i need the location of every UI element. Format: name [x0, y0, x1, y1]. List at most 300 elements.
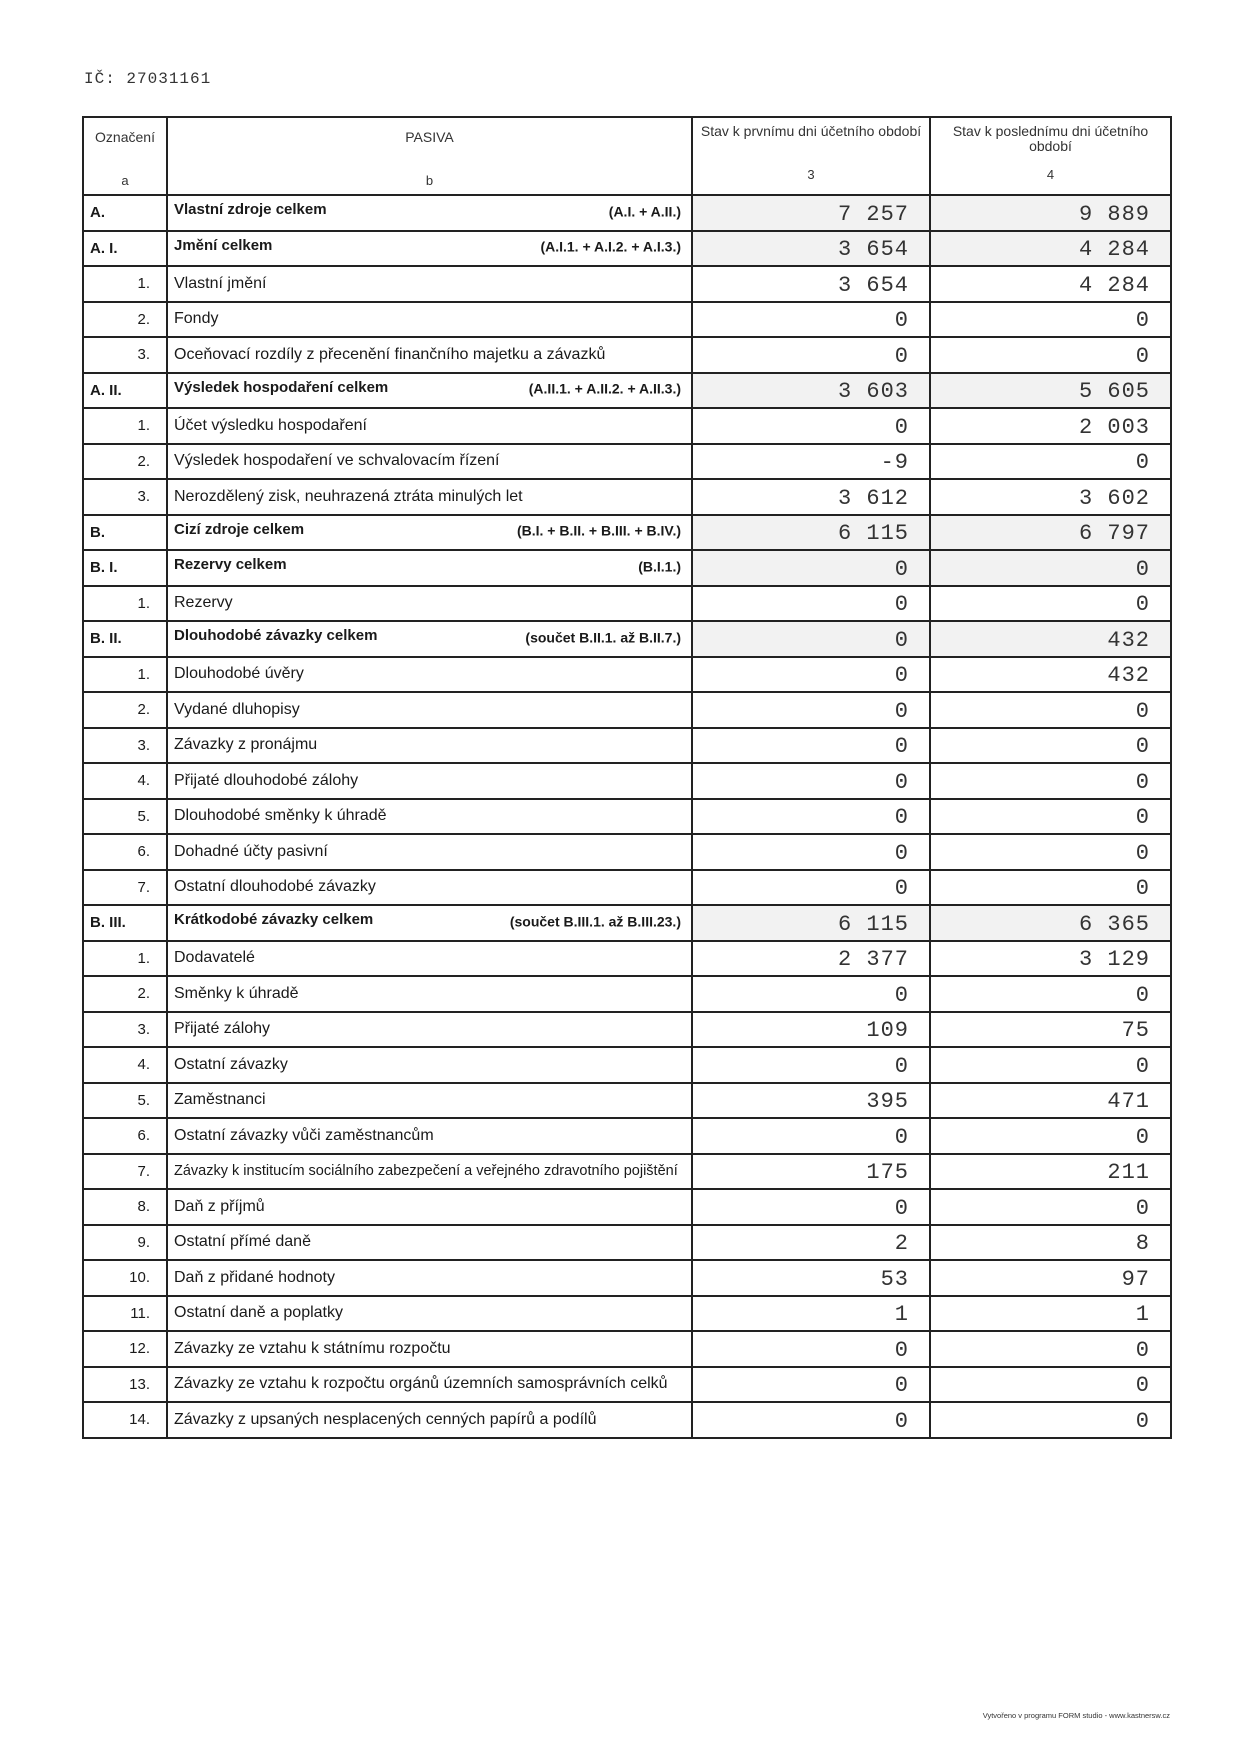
row-code: 1. — [83, 941, 167, 977]
row-label-cell — [167, 621, 692, 657]
row-code: 11. — [83, 1296, 167, 1332]
row-label-cell — [167, 905, 692, 941]
row-label-cell — [167, 1047, 692, 1083]
row-code: B. II. — [83, 621, 167, 657]
table-row — [83, 1154, 1171, 1190]
value-last-day-cell — [930, 1189, 1171, 1225]
row-label: Účet výsledku hospodaření — [174, 416, 367, 434]
value-last-day-cell — [930, 1083, 1171, 1119]
table-row — [83, 515, 1171, 551]
value-first-day-cell — [692, 444, 930, 480]
value-first-day-cell — [692, 1225, 930, 1261]
row-label: Závazky z upsaných nesplacených cenných papírů a podílů — [174, 1410, 597, 1428]
value-first-day: 0 — [894, 1373, 909, 1398]
value-first-day-cell — [692, 1331, 930, 1367]
row-code: 1. — [83, 657, 167, 693]
value-last-day-cell — [930, 834, 1171, 870]
value-first-day-cell — [692, 337, 930, 373]
value-last-day-cell — [930, 905, 1171, 941]
value-first-day-cell — [692, 550, 930, 586]
value-first-day-cell — [692, 1189, 930, 1225]
value-last-day: 432 — [1107, 663, 1150, 688]
value-last-day-cell — [930, 1154, 1171, 1190]
value-last-day: 211 — [1107, 1160, 1150, 1185]
value-first-day-cell — [692, 941, 930, 977]
row-label: Směnky k úhradě — [174, 984, 299, 1002]
row-label-cell — [167, 799, 692, 835]
header-designation-letter: a — [121, 173, 129, 188]
table-row — [83, 621, 1171, 657]
value-first-day: 6 115 — [837, 911, 909, 937]
row-label-cell — [167, 1367, 692, 1403]
value-last-day: 0 — [1135, 343, 1150, 369]
value-first-day: 0 — [894, 1337, 909, 1363]
row-label-cell — [167, 870, 692, 906]
table-row — [83, 479, 1171, 515]
table-row — [83, 834, 1171, 870]
table-row — [83, 728, 1171, 764]
value-last-day-cell — [930, 1118, 1171, 1154]
value-last-day: 0 — [1135, 840, 1150, 866]
value-last-day: 4 284 — [1078, 272, 1150, 298]
table-row — [83, 550, 1171, 586]
value-last-day: 2 003 — [1078, 414, 1150, 440]
row-code: A. II. — [83, 373, 167, 409]
row-label-cell — [167, 1012, 692, 1048]
row-code: 4. — [83, 1047, 167, 1083]
row-label-cell — [167, 1118, 692, 1154]
value-last-day-cell — [930, 266, 1171, 302]
pasiva-table — [82, 116, 1172, 1439]
value-first-day: 0 — [894, 805, 909, 830]
row-code: 4. — [83, 763, 167, 799]
row-label-cell — [167, 1402, 692, 1438]
row-code: 3. — [83, 479, 167, 515]
value-first-day-cell — [692, 657, 930, 693]
row-label-cell — [167, 373, 692, 409]
row-formula: (B.I.1.) — [638, 558, 681, 575]
value-last-day: 1 — [1135, 1302, 1150, 1327]
header-designation-label: Označení — [95, 129, 155, 145]
table-row — [83, 1402, 1171, 1438]
value-first-day: 0 — [894, 1124, 909, 1150]
row-label: Ostatní závazky vůči zaměstnancům — [174, 1126, 434, 1144]
value-last-day: 0 — [1135, 1053, 1150, 1079]
row-code: 12. — [83, 1331, 167, 1367]
value-last-day: 0 — [1135, 1195, 1150, 1221]
value-first-day: 1 — [894, 1302, 909, 1327]
value-last-day-cell — [930, 373, 1171, 409]
value-last-day-cell — [930, 444, 1171, 480]
value-first-day-cell — [692, 728, 930, 764]
row-label: Vydané dluhopisy — [174, 700, 300, 718]
value-last-day-cell — [930, 1047, 1171, 1083]
value-first-day-cell — [692, 1260, 930, 1296]
table-row — [83, 444, 1171, 480]
value-first-day: 0 — [894, 592, 909, 617]
value-last-day: 75 — [1121, 1018, 1150, 1043]
value-first-day: 2 — [894, 1231, 909, 1256]
row-code: 2. — [83, 444, 167, 480]
table-row — [83, 1367, 1171, 1403]
value-first-day-cell — [692, 195, 930, 231]
footer-note: Vytvořeno v programu FORM studio - www.kastnersw.cz — [982, 1711, 1170, 1720]
row-code: 9. — [83, 1225, 167, 1261]
row-label: Daň z příjmů — [174, 1197, 265, 1215]
value-first-day: 0 — [894, 627, 909, 653]
value-first-day: 0 — [894, 734, 909, 759]
row-label-cell — [167, 728, 692, 764]
row-code: 1. — [83, 266, 167, 302]
value-last-day-cell — [930, 1367, 1171, 1403]
value-last-day: 6 797 — [1078, 521, 1150, 546]
row-label-cell — [167, 266, 692, 302]
value-last-day: 0 — [1135, 1337, 1150, 1363]
value-first-day: 3 612 — [837, 485, 909, 511]
row-label-cell — [167, 941, 692, 977]
table-row — [83, 337, 1171, 373]
row-label: Vlastní zdroje celkem — [174, 201, 327, 219]
row-formula: (B.I. + B.II. + B.III. + B.IV.) — [516, 522, 681, 539]
value-last-day-cell — [930, 657, 1171, 693]
value-last-day: 0 — [1135, 556, 1150, 582]
row-label: Ostatní přímé daně — [174, 1233, 311, 1251]
row-code: B. — [83, 515, 167, 551]
value-last-day-cell — [930, 1296, 1171, 1332]
value-last-day: 9 889 — [1078, 201, 1150, 227]
table-row — [83, 870, 1171, 906]
row-code: 5. — [83, 1083, 167, 1119]
row-formula: (A.I. + A.II.) — [608, 203, 681, 220]
value-last-day-cell — [930, 550, 1171, 586]
value-first-day: 0 — [894, 1053, 909, 1079]
row-label-cell — [167, 692, 692, 728]
value-last-day: 6 365 — [1078, 911, 1150, 937]
value-last-day-cell — [930, 195, 1171, 231]
value-last-day-cell — [930, 941, 1171, 977]
value-first-day-cell — [692, 586, 930, 622]
value-first-day-cell — [692, 1012, 930, 1048]
table-row — [83, 1118, 1171, 1154]
value-first-day: 109 — [866, 1018, 909, 1043]
table-row — [83, 905, 1171, 941]
row-label-cell — [167, 550, 692, 586]
table-row — [83, 941, 1171, 977]
row-label: Daň z přidané hodnoty — [174, 1268, 335, 1286]
value-first-day: 0 — [894, 556, 909, 582]
value-last-day-cell — [930, 763, 1171, 799]
row-label: Přijaté zálohy — [174, 1020, 271, 1038]
value-last-day: 0 — [1135, 769, 1150, 795]
row-label-cell — [167, 1189, 692, 1225]
company-id: IČ: 27031161 — [84, 70, 212, 88]
row-code: 8. — [83, 1189, 167, 1225]
value-last-day: 0 — [1135, 734, 1150, 759]
value-first-day: 0 — [894, 698, 909, 724]
row-code: 1. — [83, 586, 167, 622]
header-designation — [83, 117, 167, 195]
value-first-day: 3 654 — [837, 272, 909, 298]
value-first-day: 0 — [894, 414, 909, 440]
value-first-day: -9 — [880, 450, 909, 475]
row-formula: (A.I.1. + A.I.2. + A.I.3.) — [540, 238, 681, 255]
value-last-day-cell — [930, 1331, 1171, 1367]
table-row — [83, 1189, 1171, 1225]
value-last-day: 0 — [1135, 982, 1150, 1008]
value-first-day-cell — [692, 834, 930, 870]
table-row — [83, 799, 1171, 835]
value-last-day-cell — [930, 302, 1171, 338]
row-label: Cizí zdroje celkem — [174, 520, 305, 538]
value-last-day-cell — [930, 1260, 1171, 1296]
row-label-cell — [167, 763, 692, 799]
header-last-day — [930, 117, 1171, 195]
table-row — [83, 1083, 1171, 1119]
value-first-day-cell — [692, 1367, 930, 1403]
value-first-day-cell — [692, 1296, 930, 1332]
value-last-day: 3 129 — [1078, 947, 1150, 972]
value-first-day-cell — [692, 515, 930, 551]
value-first-day: 0 — [894, 982, 909, 1008]
row-label-cell — [167, 1083, 692, 1119]
value-first-day: 53 — [880, 1266, 909, 1292]
value-last-day: 4 284 — [1078, 237, 1150, 262]
row-label: Fondy — [174, 310, 219, 328]
value-first-day: 7 257 — [837, 201, 909, 227]
value-last-day: 0 — [1135, 1373, 1150, 1398]
table-row — [83, 1331, 1171, 1367]
table-row — [83, 1296, 1171, 1332]
table-row — [83, 231, 1171, 267]
value-last-day: 432 — [1107, 627, 1150, 653]
value-first-day: 3 654 — [837, 237, 909, 262]
value-first-day-cell — [692, 692, 930, 728]
value-last-day: 8 — [1135, 1231, 1150, 1256]
row-label: Závazky k institucím sociálního zabezpečení a veřejného zdravotního pojištění — [174, 1162, 678, 1179]
value-first-day-cell — [692, 1047, 930, 1083]
row-label: Ostatní závazky — [174, 1055, 288, 1073]
row-code: 13. — [83, 1367, 167, 1403]
row-label-cell — [167, 586, 692, 622]
header-pasiva-label: PASIVA — [405, 129, 454, 145]
value-first-day: 3 603 — [837, 379, 909, 404]
table-header-row — [83, 117, 1171, 195]
value-last-day: 0 — [1135, 698, 1150, 724]
value-first-day-cell — [692, 1083, 930, 1119]
row-code: 6. — [83, 834, 167, 870]
row-label: Dlouhodobé závazky celkem — [174, 627, 378, 645]
row-label: Nerozdělený zisk, neuhrazená ztráta minulých let — [174, 487, 523, 505]
value-first-day-cell — [692, 479, 930, 515]
row-label: Ostatní daně a poplatky — [174, 1304, 343, 1322]
row-label: Výsledek hospodaření ve schvalovacím řízení — [174, 452, 500, 470]
value-first-day-cell — [692, 621, 930, 657]
row-label: Ostatní dlouhodobé závazky — [174, 878, 376, 896]
row-code: 7. — [83, 1154, 167, 1190]
value-last-day-cell — [930, 515, 1171, 551]
row-label: Zaměstnanci — [174, 1091, 266, 1109]
value-last-day-cell — [930, 870, 1171, 906]
row-label: Vlastní jmění — [174, 274, 267, 292]
value-first-day-cell — [692, 763, 930, 799]
header-first-day-label: Stav k prvnímu dni účetního období — [700, 123, 922, 139]
header-first-day-number: 3 — [807, 167, 815, 182]
row-label: Dlouhodobé směnky k úhradě — [174, 807, 387, 825]
header-last-day-label: Stav k poslednímu dni účetního období — [952, 123, 1149, 154]
table-row — [83, 266, 1171, 302]
value-last-day-cell — [930, 728, 1171, 764]
value-last-day-cell — [930, 586, 1171, 622]
value-last-day: 471 — [1107, 1089, 1150, 1114]
value-first-day: 0 — [894, 308, 909, 333]
value-last-day: 0 — [1135, 1124, 1150, 1150]
value-first-day: 0 — [894, 1408, 909, 1434]
table-row — [83, 1260, 1171, 1296]
value-last-day: 5 605 — [1078, 379, 1150, 404]
row-label-cell — [167, 195, 692, 231]
row-label-cell — [167, 976, 692, 1012]
table-row — [83, 692, 1171, 728]
row-label: Dlouhodobé úvěry — [174, 665, 304, 683]
value-first-day: 175 — [866, 1160, 909, 1185]
header-last-day-number: 4 — [1046, 167, 1055, 182]
row-label: Přijaté dlouhodobé zálohy — [174, 771, 359, 789]
row-label: Oceňovací rozdíly z přecenění finančního majetku a závazků — [174, 345, 606, 363]
value-last-day-cell — [930, 621, 1171, 657]
value-first-day-cell — [692, 373, 930, 409]
table-row — [83, 657, 1171, 693]
value-first-day-cell — [692, 799, 930, 835]
row-label-cell — [167, 408, 692, 444]
value-first-day-cell — [692, 408, 930, 444]
row-code: A. — [83, 195, 167, 231]
value-last-day: 97 — [1121, 1266, 1150, 1292]
row-formula: (součet B.II.1. až B.II.7.) — [525, 629, 681, 646]
table-row — [83, 1047, 1171, 1083]
row-label-cell — [167, 1154, 692, 1190]
value-first-day: 0 — [894, 876, 909, 901]
row-code: B. III. — [83, 905, 167, 941]
value-first-day-cell — [692, 302, 930, 338]
value-first-day: 0 — [894, 769, 909, 795]
row-label: Dohadné účty pasivní — [174, 842, 328, 860]
row-label: Rezervy — [174, 594, 233, 612]
row-code: 2. — [83, 302, 167, 338]
value-last-day-cell — [930, 479, 1171, 515]
table-row — [83, 976, 1171, 1012]
row-label-cell — [167, 337, 692, 373]
row-label: Jmění celkem — [174, 236, 273, 254]
value-last-day: 0 — [1135, 308, 1150, 333]
row-code: 3. — [83, 1012, 167, 1048]
row-label-cell — [167, 444, 692, 480]
row-code: 3. — [83, 728, 167, 764]
value-last-day-cell — [930, 799, 1171, 835]
row-label-cell — [167, 231, 692, 267]
row-label-cell — [167, 302, 692, 338]
value-last-day: 0 — [1135, 592, 1150, 617]
row-code: 1. — [83, 408, 167, 444]
value-last-day: 0 — [1135, 1408, 1150, 1434]
row-code: 5. — [83, 799, 167, 835]
table-row — [83, 302, 1171, 338]
value-first-day: 0 — [894, 343, 909, 369]
row-code: 2. — [83, 976, 167, 1012]
row-label-cell — [167, 1331, 692, 1367]
row-label-cell — [167, 657, 692, 693]
table-row — [83, 586, 1171, 622]
value-last-day-cell — [930, 1225, 1171, 1261]
value-first-day-cell — [692, 1118, 930, 1154]
row-label: Závazky z pronájmu — [174, 736, 318, 754]
row-label-cell — [167, 479, 692, 515]
value-first-day: 0 — [894, 1195, 909, 1221]
table-row — [83, 1012, 1171, 1048]
table-row — [83, 408, 1171, 444]
row-label: Výsledek hospodaření celkem — [174, 378, 389, 396]
row-code: B. I. — [83, 550, 167, 586]
value-last-day: 3 602 — [1078, 485, 1150, 511]
row-label-cell — [167, 1225, 692, 1261]
row-label: Krátkodobé závazky celkem — [174, 911, 374, 929]
value-first-day-cell — [692, 231, 930, 267]
value-first-day-cell — [692, 976, 930, 1012]
row-label: Dodavatelé — [174, 949, 255, 967]
table-row — [83, 195, 1171, 231]
row-formula: (součet B.III.1. až B.III.23.) — [509, 913, 681, 930]
row-label-cell — [167, 1296, 692, 1332]
value-last-day: 0 — [1135, 805, 1150, 830]
value-first-day: 2 377 — [837, 947, 909, 972]
header-first-day — [692, 117, 930, 195]
row-code: 10. — [83, 1260, 167, 1296]
row-formula: (A.II.1. + A.II.2. + A.II.3.) — [528, 380, 681, 397]
row-label: Rezervy celkem — [174, 556, 287, 574]
value-last-day-cell — [930, 1012, 1171, 1048]
value-last-day-cell — [930, 337, 1171, 373]
value-last-day: 0 — [1135, 876, 1150, 901]
value-first-day: 0 — [894, 663, 909, 688]
row-label: Závazky ze vztahu k rozpočtu orgánů územních samosprávních celků — [174, 1375, 668, 1393]
value-first-day-cell — [692, 905, 930, 941]
value-first-day: 6 115 — [837, 521, 909, 546]
row-code: 7. — [83, 870, 167, 906]
value-first-day-cell — [692, 870, 930, 906]
row-label: Závazky ze vztahu k státnímu rozpočtu — [174, 1339, 451, 1357]
row-label-cell — [167, 1260, 692, 1296]
value-first-day-cell — [692, 1154, 930, 1190]
row-code: 14. — [83, 1402, 167, 1438]
row-code: 3. — [83, 337, 167, 373]
row-label-cell — [167, 515, 692, 551]
row-code: 6. — [83, 1118, 167, 1154]
header-pasiva — [167, 117, 692, 195]
table-row — [83, 763, 1171, 799]
value-first-day: 395 — [866, 1089, 909, 1114]
table-row — [83, 1225, 1171, 1261]
value-last-day-cell — [930, 231, 1171, 267]
header-pasiva-letter: b — [425, 173, 434, 188]
value-last-day-cell — [930, 1402, 1171, 1438]
row-code: A. I. — [83, 231, 167, 267]
value-last-day-cell — [930, 692, 1171, 728]
table-row — [83, 373, 1171, 409]
value-last-day-cell — [930, 408, 1171, 444]
value-first-day-cell — [692, 1402, 930, 1438]
row-label-cell — [167, 834, 692, 870]
row-code: 2. — [83, 692, 167, 728]
value-last-day: 0 — [1135, 450, 1150, 475]
